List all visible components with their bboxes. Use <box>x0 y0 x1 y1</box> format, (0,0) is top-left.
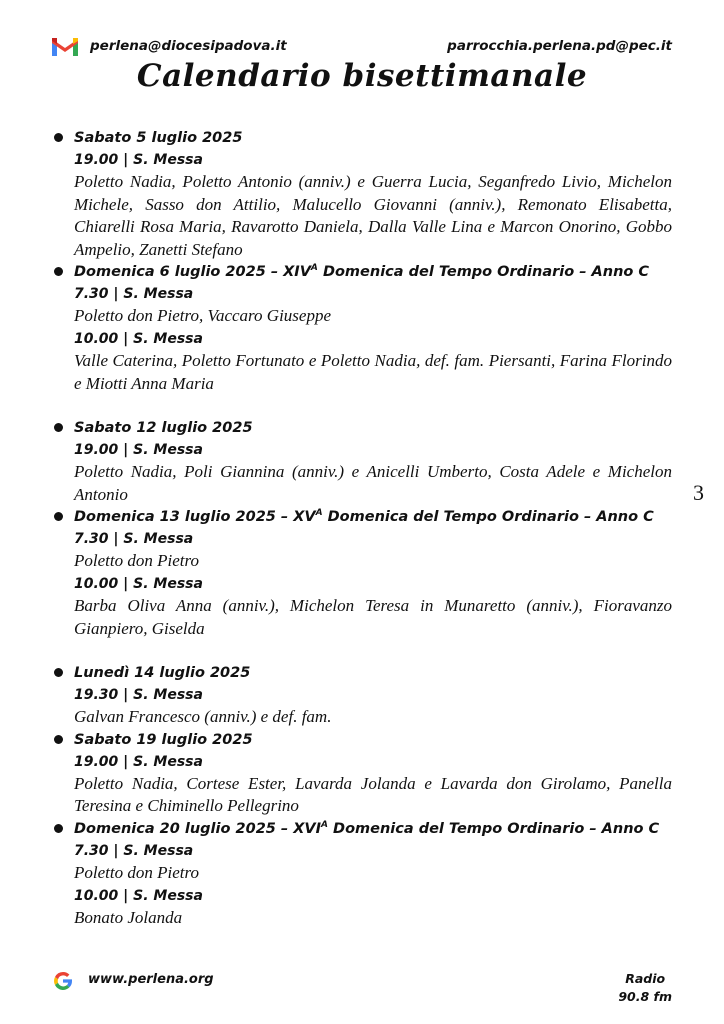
day-date: Domenica 6 luglio $2025 - XIV^A$ Domenica del Tempo Ordinario – Anno C <box>74 263 650 281</box>
mass-time: 19.30 | S. Messa <box>74 687 203 704</box>
intentions: Barba Oliva Anna (anniv.), Michelon Teresa in Munaretto (anniv.), Fioravanzo Gianpiero, Giselda <box>74 595 672 638</box>
calendar-content <box>52 127 672 929</box>
mass-time: 19.00 | S. Messa <box>74 442 203 459</box>
mass-time: 7.30 | S. Messa <box>74 531 194 548</box>
intentions: Poletto don Pietro <box>74 551 199 571</box>
day-date: Domenica 20 luglio $2025 - XVI^A$ Domenica del Tempo Ordinario – Anno C <box>74 820 660 837</box>
google-icon <box>52 970 74 992</box>
intentions: Bonato Jolanda <box>74 907 183 927</box>
bullet-icon <box>54 735 63 744</box>
day-date: Sabato 5 luglio 2025 <box>74 130 243 146</box>
bullet-icon <box>54 423 63 432</box>
day-date: Sabato 19 luglio 2025 <box>74 731 253 748</box>
calendar-week-block <box>52 417 672 640</box>
day-date: Sabato 12 luglio 2025 <box>74 420 253 437</box>
calendar-day <box>52 818 672 929</box>
page-header <box>52 36 672 58</box>
radio-info: Radio 90.8 fm <box>618 971 672 1004</box>
intentions: Poletto Nadia, Poletto Antonio (anniv.) e Guerra Lucia, Seganfredo Livio, Michelon Michele, Sasso don Attilio, Malucello Giovanni (anniv.), Remonato Elisabetta, Chiarelli Rosa Maria, Ravarotto Daniela, Dalla Valle Lina e Marcon Onorino, Gobbo Ampelio, Zanetti Stefano <box>74 172 672 259</box>
mass-time: 19.00 | S. Messa <box>74 152 203 168</box>
gmail-icon <box>52 36 78 56</box>
intentions: Poletto don Pietro, Vaccaro Giuseppe <box>74 306 331 326</box>
intentions: Valle Caterina, Poletto Fortunato e Poletto Nadia, def. fam. Piersanti, Farina Florindo e Miotti Anna Maria <box>74 350 672 393</box>
website-link[interactable]: www.perlena.org <box>88 972 214 987</box>
mass-time: 19.00 | S. Messa <box>74 753 203 770</box>
intentions: Poletto Nadia, Cortese Ester, Lavarda Jolanda e Lavarda don Girolamo, Panella Teresina e Chiminello Pellegrino <box>74 773 672 816</box>
intentions: Poletto don Pietro <box>74 862 199 882</box>
bullet-icon <box>54 267 63 276</box>
bullet-icon <box>54 512 63 521</box>
calendar-day <box>52 729 672 818</box>
calendar-day <box>52 127 672 261</box>
calendar-day <box>52 417 672 506</box>
mass-time: 7.30 | S. Messa <box>74 842 194 859</box>
pec-email-link[interactable]: parrocchia.perlena.pd@pec.it <box>447 38 672 54</box>
intentions: Galvan Francesco (anniv.) e def. fam. <box>74 707 332 727</box>
calendar-day <box>52 261 672 395</box>
calendar-week-block <box>52 127 672 395</box>
bullet-icon <box>54 133 63 142</box>
email-link[interactable]: perlena@diocesipadova.it <box>90 38 287 54</box>
calendar-day <box>52 662 672 729</box>
page-number: 3 <box>693 480 704 505</box>
mass-time: 10.00 | S. Messa <box>74 887 203 904</box>
day-date: Domenica 13 luglio $2025 - XV^A$ Domenica del Tempo Ordinario – Anno C <box>74 508 654 526</box>
intentions: Poletto Nadia, Poli Giannina (anniv.) e Anicelli Umberto, Costa Adele e Michelon Antonio <box>74 462 672 504</box>
day-date: Lunedì 14 luglio 2025 <box>74 665 251 682</box>
mass-time: 7.30 | S. Messa <box>74 286 194 303</box>
mass-time: 10.00 | S. Messa <box>74 575 203 592</box>
mass-time: 10.00 | S. Messa <box>74 330 203 347</box>
page-title: Calendario bisettimanale <box>136 58 588 94</box>
page-footer <box>52 968 672 1008</box>
bullet-icon <box>54 824 63 833</box>
bullet-icon <box>54 668 63 677</box>
calendar-week-block <box>52 662 672 929</box>
calendar-day <box>52 506 672 640</box>
